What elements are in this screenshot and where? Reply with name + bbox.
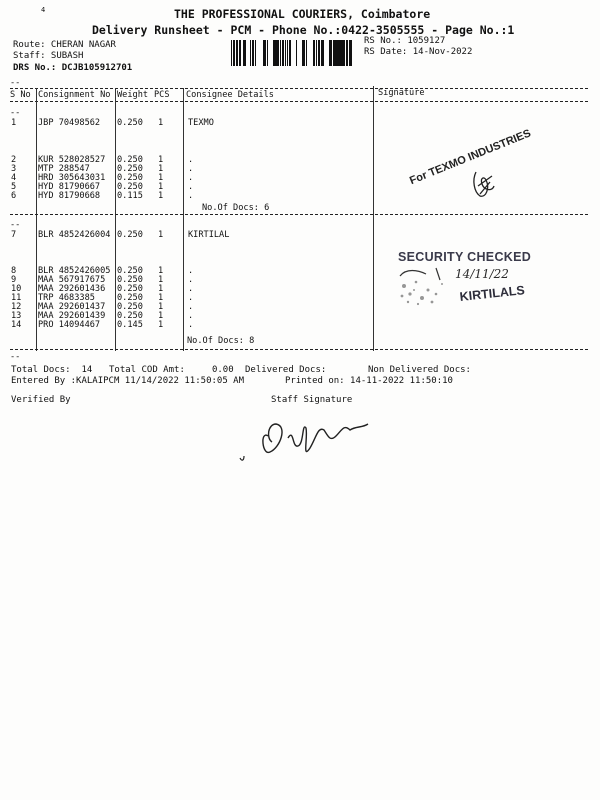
col-consignee: Consignee Details bbox=[186, 90, 274, 100]
staff-label: Staff: SUBASH bbox=[13, 51, 84, 61]
cell-sno: 2 bbox=[11, 155, 17, 165]
cell-cons: HYD 81790667 bbox=[38, 182, 101, 192]
security-date: 14/11/22 bbox=[455, 267, 509, 281]
cell-details: KIRTILAL bbox=[188, 230, 230, 240]
col-signature: Signature bbox=[378, 88, 425, 98]
cell-cons: TRP 4683385 bbox=[38, 293, 95, 303]
table-row bbox=[0, 191, 600, 201]
cell-pcs: 1 bbox=[158, 275, 164, 285]
rs-date: RS Date: 14-Nov-2022 bbox=[364, 47, 473, 57]
delivered-docs: Delivered Docs: bbox=[245, 365, 327, 375]
runsheet-page: THE PROFESSIONAL COURIERS, Coimbatore Delivery Runsheet - PCM - Phone No.:0422-3505555 - Page No.:1 4 Route: CHERAN NAGAR Staff: SUBASH DRS No.: DCJB105912701 RS No.: 1059127 RS Date: 14-Nov-2022 -- S No Consignment No Weight PCS Consignee Details Signature -- 1 JBP 70498562 0.250 1 TEXMO 2 KUR 528028527 0.250 1 . 3 MTP 288547 0.250 1 . 4 HRD 305643031 0.250 1 . 5 HYD 81790667 0.250 1 . 6 HYD 81790668 0.115 1 . No.Of Docs: 6 -- 7 BLR 4852426004 0.250 1 KIRTILAL 8 BLR 4852426005 0.250 1 . 9 MAA 567917675 0.250 1 . 10 MAA 292601436 0.250 1 . 11 TRP 4683385 0.250 1 . 12 MAA 292601437 0.250 1 . 13 MAA 292601439 0.250 1 . 14 PRO 14094467 0.145 1 . No.Of Docs: 8 -- Total Docs: 14 Total COD Amt: 0.00 Delivered Docs: Non Delivered Docs: Entered By :KALAIPCM 11/14/2022 11:50:05 AM Printed on: 14-11-2022 11:50:10 Verified By Staff Signature For TEXMO INDUSTRIES SECURITY CHECKED 14/11/22 KIRTILALS bbox=[0, 0, 600, 800]
group-2-doc-count: No.Of Docs: 8 bbox=[187, 336, 255, 346]
total-docs: Total Docs: 14 bbox=[11, 365, 93, 375]
non-delivered-docs: Non Delivered Docs: bbox=[368, 365, 471, 375]
col-weight: Weight bbox=[117, 90, 149, 100]
cell-sno: 5 bbox=[11, 182, 17, 192]
route-label: Route: CHERAN NAGAR bbox=[13, 40, 116, 50]
cell-details: . bbox=[188, 164, 194, 174]
cell-cons: BLR 4852426005 bbox=[38, 266, 111, 276]
cell-cons: JBP 70498562 bbox=[38, 118, 101, 128]
cell-weight: 0.250 bbox=[117, 164, 143, 174]
entered-by: Entered By :KALAIPCM 11/14/2022 11:50:05 AM bbox=[11, 376, 244, 386]
cell-details: . bbox=[188, 191, 194, 201]
cell-details: . bbox=[188, 302, 194, 312]
texmo-signature-icon bbox=[468, 168, 498, 200]
cell-sno: 8 bbox=[11, 266, 17, 276]
staff-signature-label: Staff Signature bbox=[271, 395, 353, 405]
table-row bbox=[0, 230, 600, 240]
cell-details: . bbox=[188, 275, 194, 285]
rs-number: RS No.: 1059127 bbox=[364, 36, 446, 46]
cell-weight: 0.115 bbox=[117, 191, 143, 201]
cell-details: . bbox=[188, 284, 194, 294]
cell-sno: 4 bbox=[11, 173, 17, 183]
col-consignment: Consignment No bbox=[38, 90, 111, 100]
cell-pcs: 1 bbox=[158, 320, 164, 330]
cell-details: . bbox=[188, 311, 194, 321]
total-cod: Total COD Amt: 0.00 bbox=[109, 365, 234, 375]
table-row bbox=[0, 118, 600, 128]
cell-cons: MAA 292601437 bbox=[38, 302, 106, 312]
cell-weight: 0.250 bbox=[117, 230, 143, 240]
runsheet-subtitle: Delivery Runsheet - PCM - Phone No.:0422-3505555 - Page No.:1 bbox=[92, 23, 515, 37]
cell-sno: 9 bbox=[11, 275, 17, 285]
cell-sno: 13 bbox=[11, 311, 22, 321]
cell-cons: KUR 528028527 bbox=[38, 155, 106, 165]
cell-cons: MAA 292601436 bbox=[38, 284, 106, 294]
divider bbox=[10, 88, 588, 89]
cell-details: . bbox=[188, 320, 194, 330]
cell-weight: 0.250 bbox=[117, 182, 143, 192]
cell-cons: HRD 305643031 bbox=[38, 173, 106, 183]
table-row bbox=[0, 320, 600, 330]
cell-cons: PRO 14094467 bbox=[38, 320, 101, 330]
cell-weight: 0.250 bbox=[117, 293, 143, 303]
barcode bbox=[231, 40, 357, 66]
texmo-stamp: For TEXMO INDUSTRIES bbox=[408, 127, 533, 188]
cell-weight: 0.250 bbox=[117, 173, 143, 183]
divider bbox=[10, 214, 588, 215]
cell-pcs: 1 bbox=[158, 164, 164, 174]
cell-details: TEXMO bbox=[188, 118, 214, 128]
security-stamp: SECURITY CHECKED bbox=[398, 250, 532, 264]
cell-pcs: 1 bbox=[158, 302, 164, 312]
cell-sno: 7 bbox=[11, 230, 17, 240]
cell-pcs: 1 bbox=[158, 182, 164, 192]
cell-cons: HYD 81790668 bbox=[38, 191, 101, 201]
cell-sno: 12 bbox=[11, 302, 22, 312]
cell-weight: 0.250 bbox=[117, 311, 143, 321]
cell-details: . bbox=[188, 293, 194, 303]
cell-sno: 11 bbox=[11, 293, 22, 303]
col-sno: S No bbox=[10, 90, 31, 100]
cell-sno: 1 bbox=[11, 118, 17, 128]
verified-by: Verified By bbox=[11, 395, 71, 405]
cell-pcs: 1 bbox=[158, 293, 164, 303]
cell-pcs: 1 bbox=[158, 118, 164, 128]
cell-sno: 14 bbox=[11, 320, 22, 330]
cell-weight: 0.250 bbox=[117, 266, 143, 276]
cell-weight: 0.250 bbox=[117, 284, 143, 294]
cell-pcs: 1 bbox=[158, 266, 164, 276]
cell-details: . bbox=[188, 182, 194, 192]
cell-pcs: 1 bbox=[158, 284, 164, 294]
cell-weight: 0.250 bbox=[117, 275, 143, 285]
cell-cons: MTP 288547 bbox=[38, 164, 90, 174]
cell-cons: BLR 4852426004 bbox=[38, 230, 111, 240]
cell-pcs: 1 bbox=[158, 155, 164, 165]
cell-sno: 10 bbox=[11, 284, 22, 294]
kirtilals-stamp: KIRTILALS bbox=[459, 283, 526, 304]
cell-pcs: 1 bbox=[158, 311, 164, 321]
printed-on: Printed on: 14-11-2022 11:50:10 bbox=[285, 376, 453, 386]
cell-pcs: 1 bbox=[158, 173, 164, 183]
cell-sno: 3 bbox=[11, 164, 17, 174]
cell-sno: 6 bbox=[11, 191, 17, 201]
staff-signature-icon bbox=[232, 408, 382, 468]
cell-details: . bbox=[188, 155, 194, 165]
corner-mark: 4 bbox=[41, 6, 46, 14]
cell-weight: 0.250 bbox=[117, 302, 143, 312]
cell-cons: MAA 292601439 bbox=[38, 311, 106, 321]
cell-cons: MAA 567917675 bbox=[38, 275, 106, 285]
cell-pcs: 1 bbox=[158, 191, 164, 201]
divider bbox=[10, 349, 588, 350]
cell-weight: 0.250 bbox=[117, 118, 143, 128]
cell-details: . bbox=[188, 266, 194, 276]
cell-pcs: 1 bbox=[158, 230, 164, 240]
cell-details: . bbox=[188, 173, 194, 183]
cell-weight: 0.250 bbox=[117, 155, 143, 165]
company-title: THE PROFESSIONAL COURIERS, Coimbatore bbox=[174, 7, 431, 21]
drs-number: DRS No.: DCJB105912701 bbox=[13, 63, 133, 73]
col-pcs: PCS bbox=[154, 90, 170, 100]
group-1-doc-count: No.Of Docs: 6 bbox=[202, 203, 270, 213]
divider bbox=[10, 101, 588, 102]
cell-weight: 0.145 bbox=[117, 320, 143, 330]
stamp-smudge-icon bbox=[396, 264, 456, 310]
